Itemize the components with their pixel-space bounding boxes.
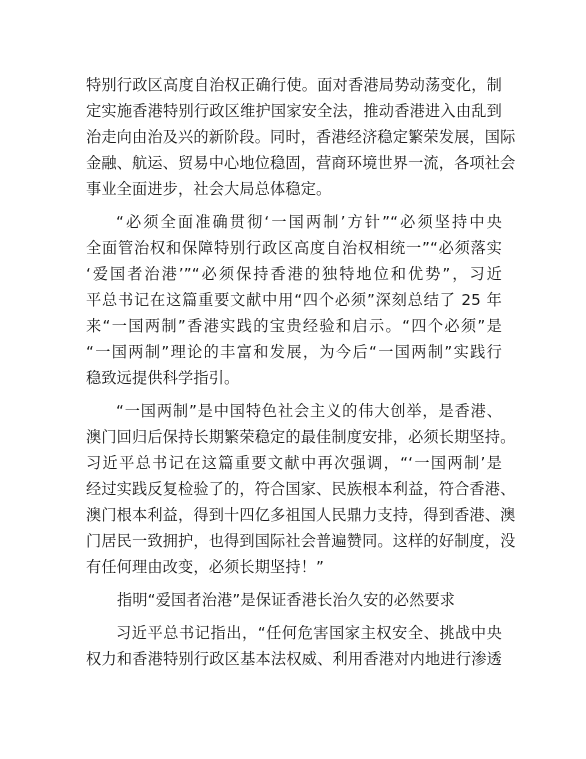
text-line: 门居民一致拥护，也得到国际社会普遍赞同。这样的好制度，没: [86, 532, 516, 550]
text-line: 权力和香港特别行政区基本法权威、利用香港对内地进行渗透: [86, 650, 502, 668]
text-line: 平总书记在这篇重要文献中用“四个必须”深刻总结了 25 年: [86, 291, 502, 309]
section-heading: 指明“爱国者治港”是保证香港长治久安的必然要求: [117, 591, 456, 609]
document-page: [86, 72, 516, 672]
paragraph: [86, 398, 516, 580]
text-line: 习近平总书记在这篇重要文献中再次强调，“‘一国两制’是: [86, 454, 502, 472]
text-line: 事业全面进步，社会大局总体稳定。: [86, 180, 332, 198]
paragraph: [86, 72, 516, 202]
paragraph: [86, 620, 502, 672]
text-line: ‘爱国者治港’”“必须保持香港的独特地位和优势”，习近: [86, 265, 502, 283]
text-line: “一国两制”理论的丰富和发展，为今后“一国两制”实践行: [86, 343, 502, 361]
text-line: 稳致远提供科学指引。: [86, 369, 240, 387]
text-line: 澳门根本利益，得到十四亿多祖国人民鼎力支持，得到香港、澳: [86, 506, 516, 524]
text-line: 经过实践反复检验了的，符合国家、民族根本利益，符合香港、: [86, 480, 516, 498]
text-line: 治走向由治及兴的新阶段。同时，香港经济稳定繁荣发展，国际: [86, 128, 516, 146]
text-line: 来“一国两制”香港实践的宝贵经验和启示。“四个必须”是: [86, 317, 502, 335]
text-line: 金融、航运、贸易中心地位稳固，营商环境世界一流，各项社会: [86, 154, 516, 172]
text-line: “必须全面准确贯彻‘一国两制’方针”“必须坚持中央: [116, 213, 502, 231]
text-line: 特别行政区高度自治权正确行使。面对香港局势动荡变化，制: [86, 76, 502, 94]
text-line: 习近平总书记指出，“任何危害国家主权安全、挑战中央: [116, 624, 502, 642]
text-line: 有任何理由改变，必须长期坚持！”: [86, 558, 325, 576]
text-line: “一国两制”是中国特色社会主义的伟大创举，是香港、: [116, 402, 502, 420]
text-line: 全面管治权和保障特别行政区高度自治权相统一”“必须落实: [86, 239, 502, 257]
text-line: 定实施香港特别行政区维护国家安全法，推动香港进入由乱到: [86, 102, 502, 120]
text-line: 澳门回归后保持长期繁荣稳定的最佳制度安排，必须长期坚持。: [86, 428, 516, 446]
paragraph: [86, 209, 502, 391]
